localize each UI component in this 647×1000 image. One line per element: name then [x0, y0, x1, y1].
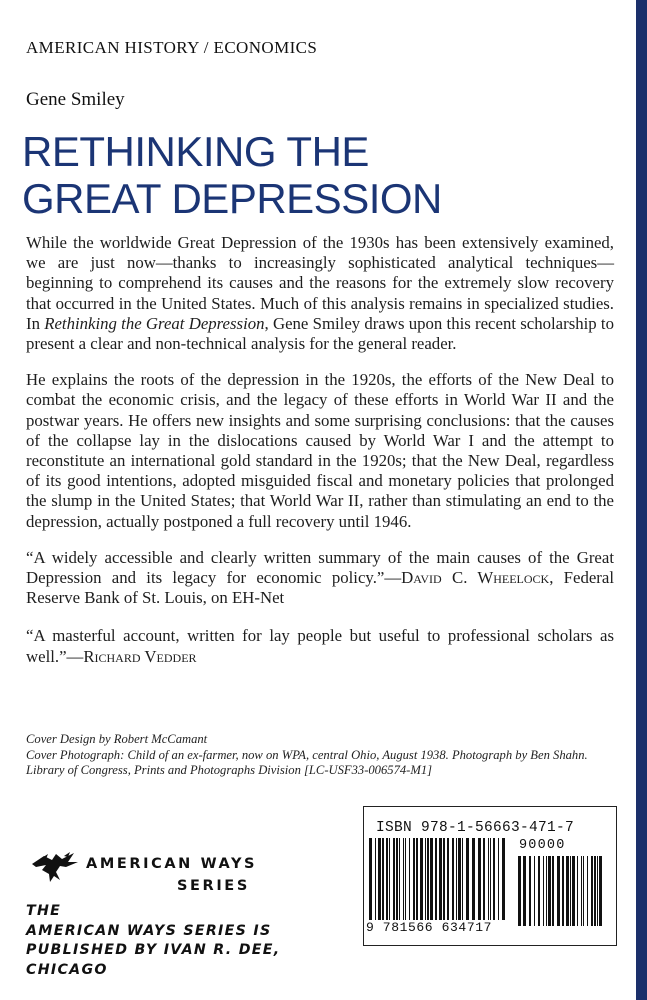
- review-quote-2: “A masterful account, written for lay people but useful to professional scholars as well.”—Richard Vedder: [26, 626, 614, 666]
- barcode-main-bars: [369, 838, 505, 920]
- barcode-addon-bars: [518, 856, 604, 926]
- review-quote-2-author: Richard Vedder: [83, 646, 197, 666]
- eagle-icon: [30, 850, 80, 884]
- publisher-statement: THE AMERICAN WAYS SERIES IS PUBLISHED BY IVAN R. DEE, CHICAGO: [26, 903, 281, 978]
- description: [26, 233, 614, 685]
- cover-design-credit: Cover Design by Robert McCamant: [26, 732, 208, 746]
- category-label: AMERICAN HISTORY / ECONOMICS: [26, 38, 318, 57]
- book-title-line-2: GREAT DEPRESSION: [22, 175, 442, 222]
- series-name-line-1: AMERICAN WAYS: [86, 856, 258, 872]
- barcode-digits: 9 781566 634717: [366, 920, 493, 935]
- book-title-italic: Rethinking the Great Depression: [44, 313, 265, 333]
- price-code: 90000: [519, 838, 566, 853]
- author-name: Gene Smiley: [26, 89, 125, 110]
- description-paragraph-1: While the worldwide Great Depression of the 1930s has been extensively examined, we are just now—thanks to increasingly sophisticated analytical techniques—beginning to comprehend its causes and the reasons for the extremely slow recovery that occurred in the United States. Much of this analysis remains in specialized studies. In Rethinking the Great Depression, Gene Smiley draws upon this recent scholarship to present a clear and non-technical analysis for the general reader.: [26, 233, 614, 354]
- description-paragraph-2: He explains the roots of the depression in the 1920s, the efforts of the New Deal to combat the economic crisis, and the legacy of these efforts in World War II and the postwar years. He offers new insights and some surprising conclusions: that the causes of the collapse lay in the dislocations caused by World War I and the attempt to reconstitute an international gold standard in the 1920s; that the New Deal, regardless of its good intentions, adopted misguided fiscal and monetary policies that prolonged the slump in the United States; that World War II, rather than stimulating an end to the depression, actually postponed a full recovery until 1946.: [26, 370, 614, 531]
- book-title: [22, 128, 442, 222]
- cover-photo-credit: Cover Photograph: Child of an ex-farmer, now on WPA, central Ohio, August 1938. Photograph by Ben Shahn. Library of Congress, Prints and Photographs Division [LC-USF33-006574-M1]: [26, 747, 588, 777]
- cover-credits: [26, 732, 614, 779]
- isbn-label: ISBN 978-1-56663-471-7: [376, 820, 575, 836]
- review-quote-1: “A widely accessible and clearly written summary of the main causes of the Great Depression and its legacy for economic policy.”—David C. Wheelock, Federal Reserve Bank of St. Louis, on EH-Net: [26, 547, 614, 608]
- book-title-line-1: RETHINKING THE: [22, 128, 369, 175]
- review-quote-1-author: David C. Wheelock: [401, 568, 550, 588]
- series-name: [78, 853, 257, 897]
- series-name-line-2: SERIES: [177, 878, 250, 894]
- spine-edge: [636, 0, 647, 1000]
